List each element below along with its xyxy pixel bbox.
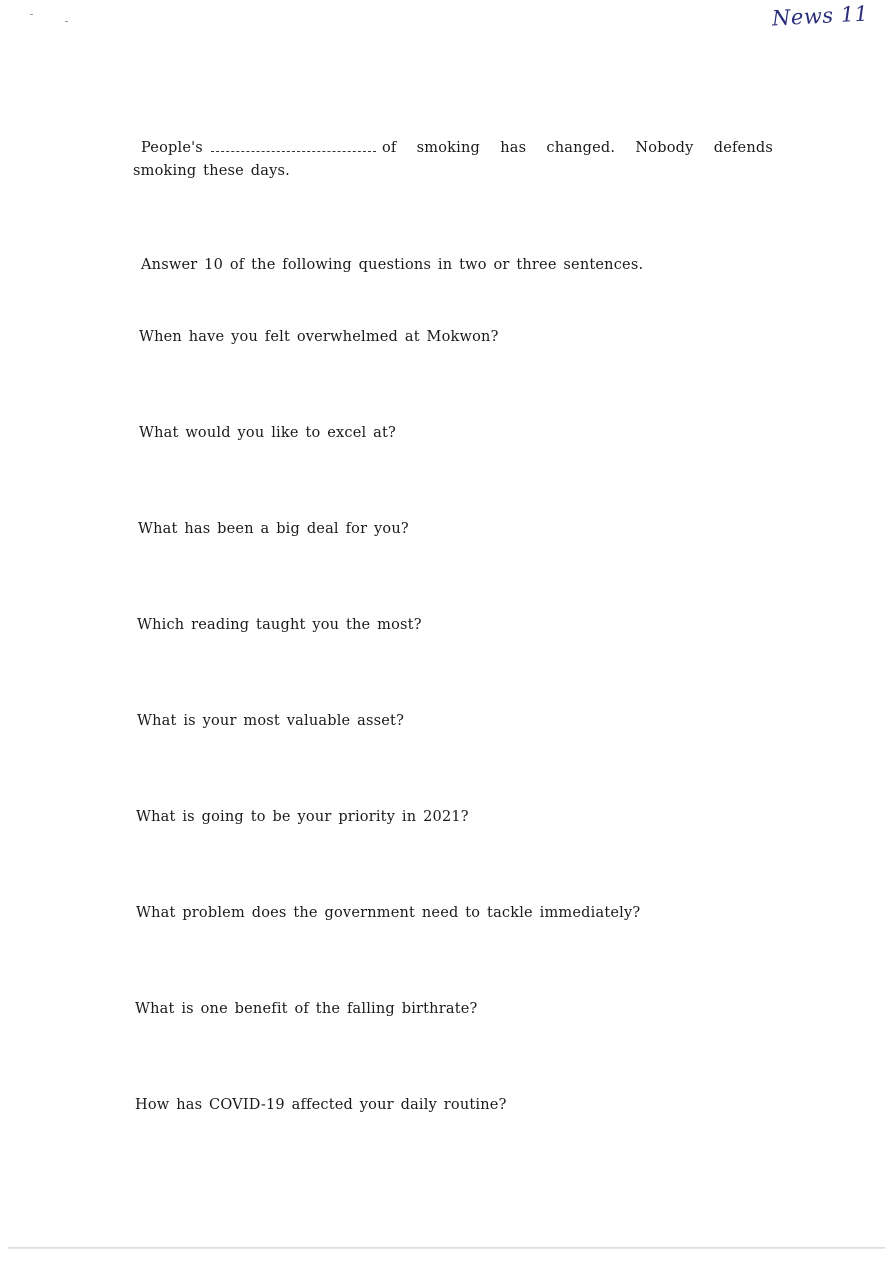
- question-5: What is your most valuable asset?: [137, 713, 405, 729]
- question-6: What is going to be your priority in 2021?: [136, 809, 469, 825]
- scan-edge-line: [8, 1247, 885, 1249]
- question-8: What is one benefit of the falling birthrate?: [135, 1001, 478, 1017]
- scan-speck: [65, 21, 68, 22]
- fill-in-before-blank: People's: [141, 140, 203, 156]
- handwritten-note: News 11: [771, 1, 870, 31]
- instruction-text: Answer 10 of the following questions in two or three sentences.: [141, 257, 644, 273]
- scan-speck: [30, 14, 33, 15]
- question-1: When have you felt overwhelmed at Mokwon?: [139, 329, 499, 345]
- question-4: Which reading taught you the most?: [137, 617, 422, 633]
- fill-in-after-blank: of smoking has changed. Nobody defends smoking these days.: [133, 140, 773, 179]
- fill-in-sentence: [133, 137, 773, 183]
- answer-blank: [211, 143, 376, 152]
- question-3: What has been a big deal for you?: [138, 521, 409, 537]
- question-9: How has COVID-19 affected your daily routine?: [135, 1097, 507, 1113]
- question-7: What problem does the government need to tackle immediately?: [136, 905, 641, 921]
- question-2: What would you like to excel at?: [139, 425, 396, 441]
